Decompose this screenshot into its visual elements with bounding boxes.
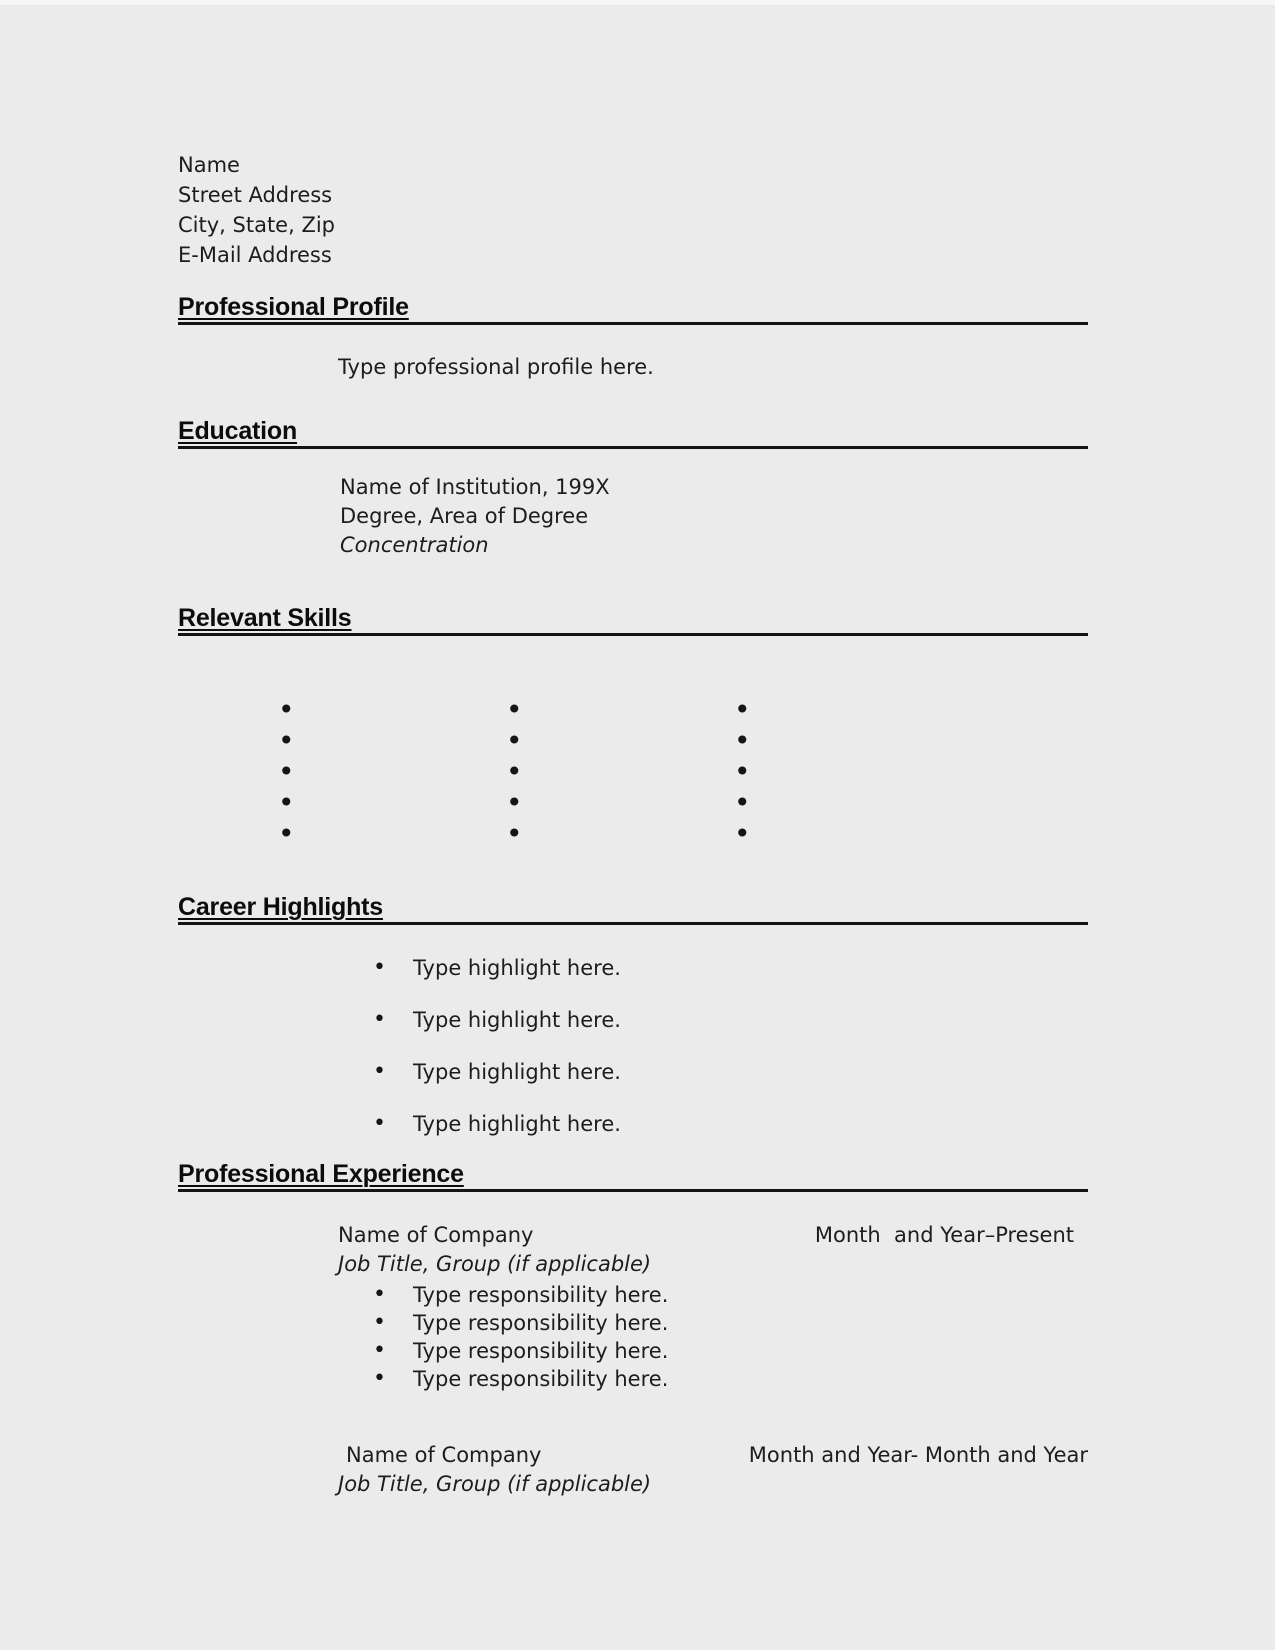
highlight-item: • Type highlight here. <box>178 1005 1088 1035</box>
section-heading-professional-experience: Professional Experience <box>178 1161 1088 1192</box>
bullet-icon: • <box>506 817 523 850</box>
bullet-icon: • <box>506 724 523 757</box>
bullet-icon: • <box>734 693 751 726</box>
bullet-icon: • <box>373 1059 386 1084</box>
responsibility-item: • Type responsibility here. <box>373 1338 669 1363</box>
bullet-icon: • <box>373 1007 386 1032</box>
education-institution: Name of Institution, 199X <box>340 475 610 499</box>
education-block <box>178 473 1088 560</box>
bullet-icon: • <box>373 1111 386 1136</box>
career-highlights-list <box>178 953 1088 1139</box>
job-title-line: Job Title, Group (if applicable) <box>338 1252 652 1276</box>
contact-email: E-Mail Address <box>178 243 332 267</box>
skills-grid-row <box>278 694 1088 725</box>
skills-grid-row <box>278 756 1088 787</box>
bullet-icon: • <box>734 786 751 819</box>
bullet-icon: • <box>373 1282 386 1307</box>
section-heading-relevant-skills: Relevant Skills <box>178 605 1088 636</box>
highlight-item: • Type highlight here. <box>178 1057 1088 1087</box>
bullet-icon: • <box>278 693 295 726</box>
education-degree: Degree, Area of Degree <box>340 504 589 528</box>
bullet-icon: • <box>278 817 295 850</box>
bullet-icon: • <box>373 1310 386 1335</box>
section-heading-professional-profile: Professional Profile <box>178 294 1088 325</box>
skills-grid-row <box>278 818 1088 849</box>
contact-name: Name <box>178 153 240 177</box>
job-dates: Month and Year–Present <box>814 1223 1074 1247</box>
contact-block <box>178 150 1088 270</box>
bullet-icon: • <box>506 693 523 726</box>
responsibilities-list <box>178 1281 1088 1393</box>
bullet-icon: • <box>734 817 751 850</box>
responsibility-item: • Type responsibility here. <box>373 1366 669 1391</box>
education-concentration: Concentration <box>340 533 489 557</box>
skills-bullet-grid <box>178 694 1088 849</box>
bullet-icon: • <box>506 786 523 819</box>
bullet-icon: • <box>278 724 295 757</box>
job-company-name: Name of Company <box>338 1223 534 1247</box>
responsibility-item: • Type responsibility here. <box>373 1310 669 1335</box>
job-row <box>178 1441 1088 1470</box>
document-content <box>178 0 1088 1499</box>
bullet-icon: • <box>278 786 295 819</box>
job-title-line: Job Title, Group (if applicable) <box>338 1472 652 1496</box>
job-dates: Month and Year- Month and Year <box>748 1443 1088 1467</box>
job-row <box>178 1221 1088 1250</box>
skills-grid-row <box>278 787 1088 818</box>
section-heading-education: Education <box>178 418 1088 449</box>
bullet-icon: • <box>373 1338 386 1363</box>
section-heading-career-highlights: Career Highlights <box>178 894 1088 925</box>
job-company-name: Name of Company <box>346 1443 542 1467</box>
bullet-icon: • <box>734 724 751 757</box>
bullet-icon: • <box>506 755 523 788</box>
bullet-icon: • <box>373 1366 386 1391</box>
responsibility-item: • Type responsibility here. <box>373 1282 669 1307</box>
bullet-icon: • <box>278 755 295 788</box>
profile-placeholder-text: Type professional profile here. <box>338 355 654 379</box>
contact-street: Street Address <box>178 183 333 207</box>
highlight-item: • Type highlight here. <box>178 953 1088 983</box>
highlight-item: • Type highlight here. <box>178 1109 1088 1139</box>
skills-grid-row <box>278 725 1088 756</box>
bullet-icon: • <box>734 755 751 788</box>
bullet-icon: • <box>373 955 386 980</box>
contact-city-state-zip: City, State, Zip <box>178 213 335 237</box>
